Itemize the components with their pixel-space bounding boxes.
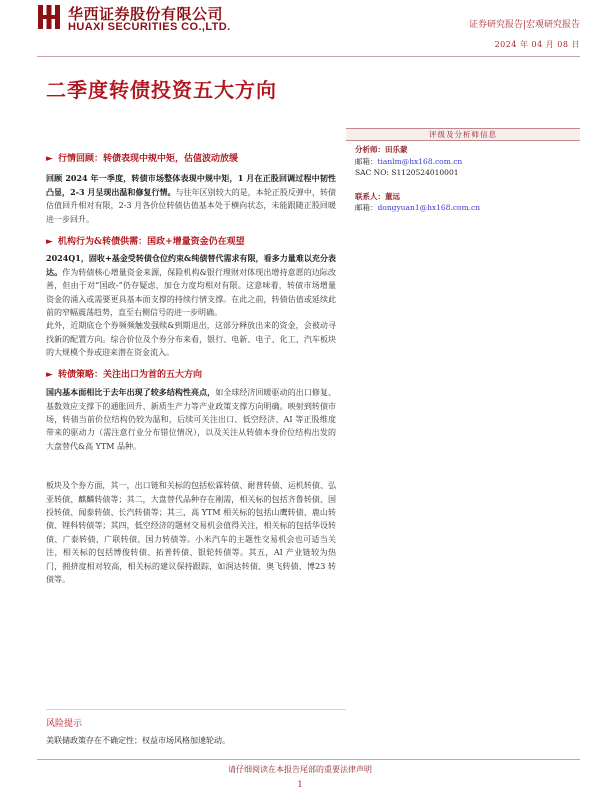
section-heading-strategy: [46, 369, 336, 382]
analyst-panel-header: 评级及分析师信息: [346, 128, 580, 141]
section-heading-institutions: [46, 236, 336, 249]
contact-email-row: 邮箱：dongyuan1@hx168.com.cn: [355, 203, 481, 213]
paragraph-body: 作为转债核心增量资金来源，保险机构&银行理财对体现出增持意愿的边际改善，但由于对“国政-”仍存疑虑，加仓力度均相对有限。这意味着，转债市场增量资金的涌入或需要更具基本面支撑的持续行情支撑。在此之前，转债估值或延续此前的窄幅震荡趋势，直至右侧信号的进一步明确。: [46, 267, 337, 318]
report-date: 2024 年 04 月 08 日: [494, 40, 580, 49]
footer-divider: [37, 759, 580, 760]
company-name-en: HUAXI SECURITIES CO.,LTD.: [68, 21, 231, 33]
section-heading-text: 机构行为&转债供需：国政+增量资金仍在观望: [58, 237, 245, 248]
company-name-cn: 华西证券股份有限公司: [68, 5, 224, 23]
analyst-name: 田乐蒙: [385, 145, 408, 154]
paragraph-lead: 回顾 2024 年一季度，转债市场整体表现中规中矩，1 月在正股回调过程中韧性凸显，2-3 月呈现出温和修复行情。: [46, 173, 336, 197]
risk-divider: [46, 709, 346, 710]
paragraph-body: 与往年区别较大的是，本轮正股反弹中，转债估值回升相对有限，2-3 月各价位转债估值基本处于横向状态，未能跟随正股回暖进一步回升。: [46, 187, 336, 224]
section-heading-text: 转债策略：关注出口为首的五大方向: [58, 369, 203, 380]
analyst-email-link[interactable]: tianlm@hx168.com.cn: [377, 156, 463, 166]
header-divider: [37, 56, 580, 57]
paragraph-lead: 国内基本面相比于去年出现了较多结构性亮点，: [46, 387, 216, 398]
risk-section: [46, 718, 346, 747]
analyst-email-row: 邮箱：tianlm@hx168.com.cn: [355, 156, 463, 166]
contact-name: 董远: [385, 191, 400, 201]
risk-title: 风险提示: [46, 719, 83, 729]
section-paragraph-strategy: [46, 386, 336, 453]
analyst-info-panel: [346, 128, 580, 214]
legal-disclaimer: 请仔细阅读在本报告尾部的重要法律声明: [228, 765, 372, 774]
main-content: [46, 153, 336, 586]
page-number: 1: [297, 780, 303, 789]
section-paragraph-review: [46, 172, 336, 226]
paragraph-body: 如全球经济回暖驱动的出口修复、基数效应支撑下的通胀回升、新质生产力等产业政策支撑方向明确。映射到转债市场，转债当前价位结构仍较为温和，后续可关注出口、低空经济、AI 等正股维度带来的驱动力（需注意行业分布错位情况），以及关注从转债本身价位结构出发的大盘替代&高 YTM 品种。: [46, 388, 337, 451]
contact-email-link[interactable]: dongyuan1@hx168.com.cn: [377, 203, 481, 213]
huaxi-logo-icon: [37, 4, 61, 30]
report-title: 二季度转债投资五大方向: [46, 78, 277, 102]
sac-number-row: SAC NO: S1120524010001: [355, 168, 459, 178]
sac-number: S1120524010001: [391, 168, 459, 178]
risk-text: 美联储政策存在不确定性；权益市场风格加速轮动。: [46, 736, 230, 745]
triangle-bullet-icon: ►: [46, 154, 53, 164]
contact-name-row: 联系人：董远: [355, 191, 400, 201]
analyst-name-row: 分析师：田乐蒙: [355, 145, 408, 154]
report-type: 证券研究报告|宏观研究报告: [468, 20, 580, 30]
triangle-bullet-icon: ►: [46, 369, 53, 380]
section-paragraph-institutions: [46, 252, 336, 319]
section-paragraph-institutions-2: 此外，近期底仓个券频频触发强赎&到期退出，这部分释放出来的资金，会被动寻找新的配置方向。综合价位及个券分布来看，银行、电新、电子、化工、汽车板块的大规模个券或迎来潜在资金流入。: [46, 321, 336, 358]
triangle-bullet-icon: ►: [46, 237, 53, 248]
paragraph-lead: 2024Q1，固收+基金受转债仓位约束&纯债替代需求有限，看多力量难以充分表达。: [46, 253, 336, 277]
section-heading-review: [46, 153, 336, 166]
section-heading-text: 行情回顾：转债表现中规中矩，估值波动放缓: [58, 154, 239, 164]
strategy-sectors-paragraph: 板块及个券方面，其一，出口链和关标的包括松霖转债、耐普转债、运机转债、弘亚转债、麒麟转债等；其二，大盘替代品种存在刚需，相关标的包括齐鲁转债、国投转债、闻泰转债、长汽转债等；其三，高 YTM 相关标的包括山鹰转债、鹿山转债、锂科转债等；其四，低空经济的题材交易机会值得关注，相关标的包括华设转债、广泰转债、广联转债、国力转债等。小米汽车的主题性交易机会也可适当关注，相关标的包括博俊转债、拓普转债、银轮转债等。其五，AI 产业链较为热门，拥挤度相对较高，相关标的建议保持跟踪，如润达转债、奥飞转债、博23 转债等。: [46, 481, 336, 584]
